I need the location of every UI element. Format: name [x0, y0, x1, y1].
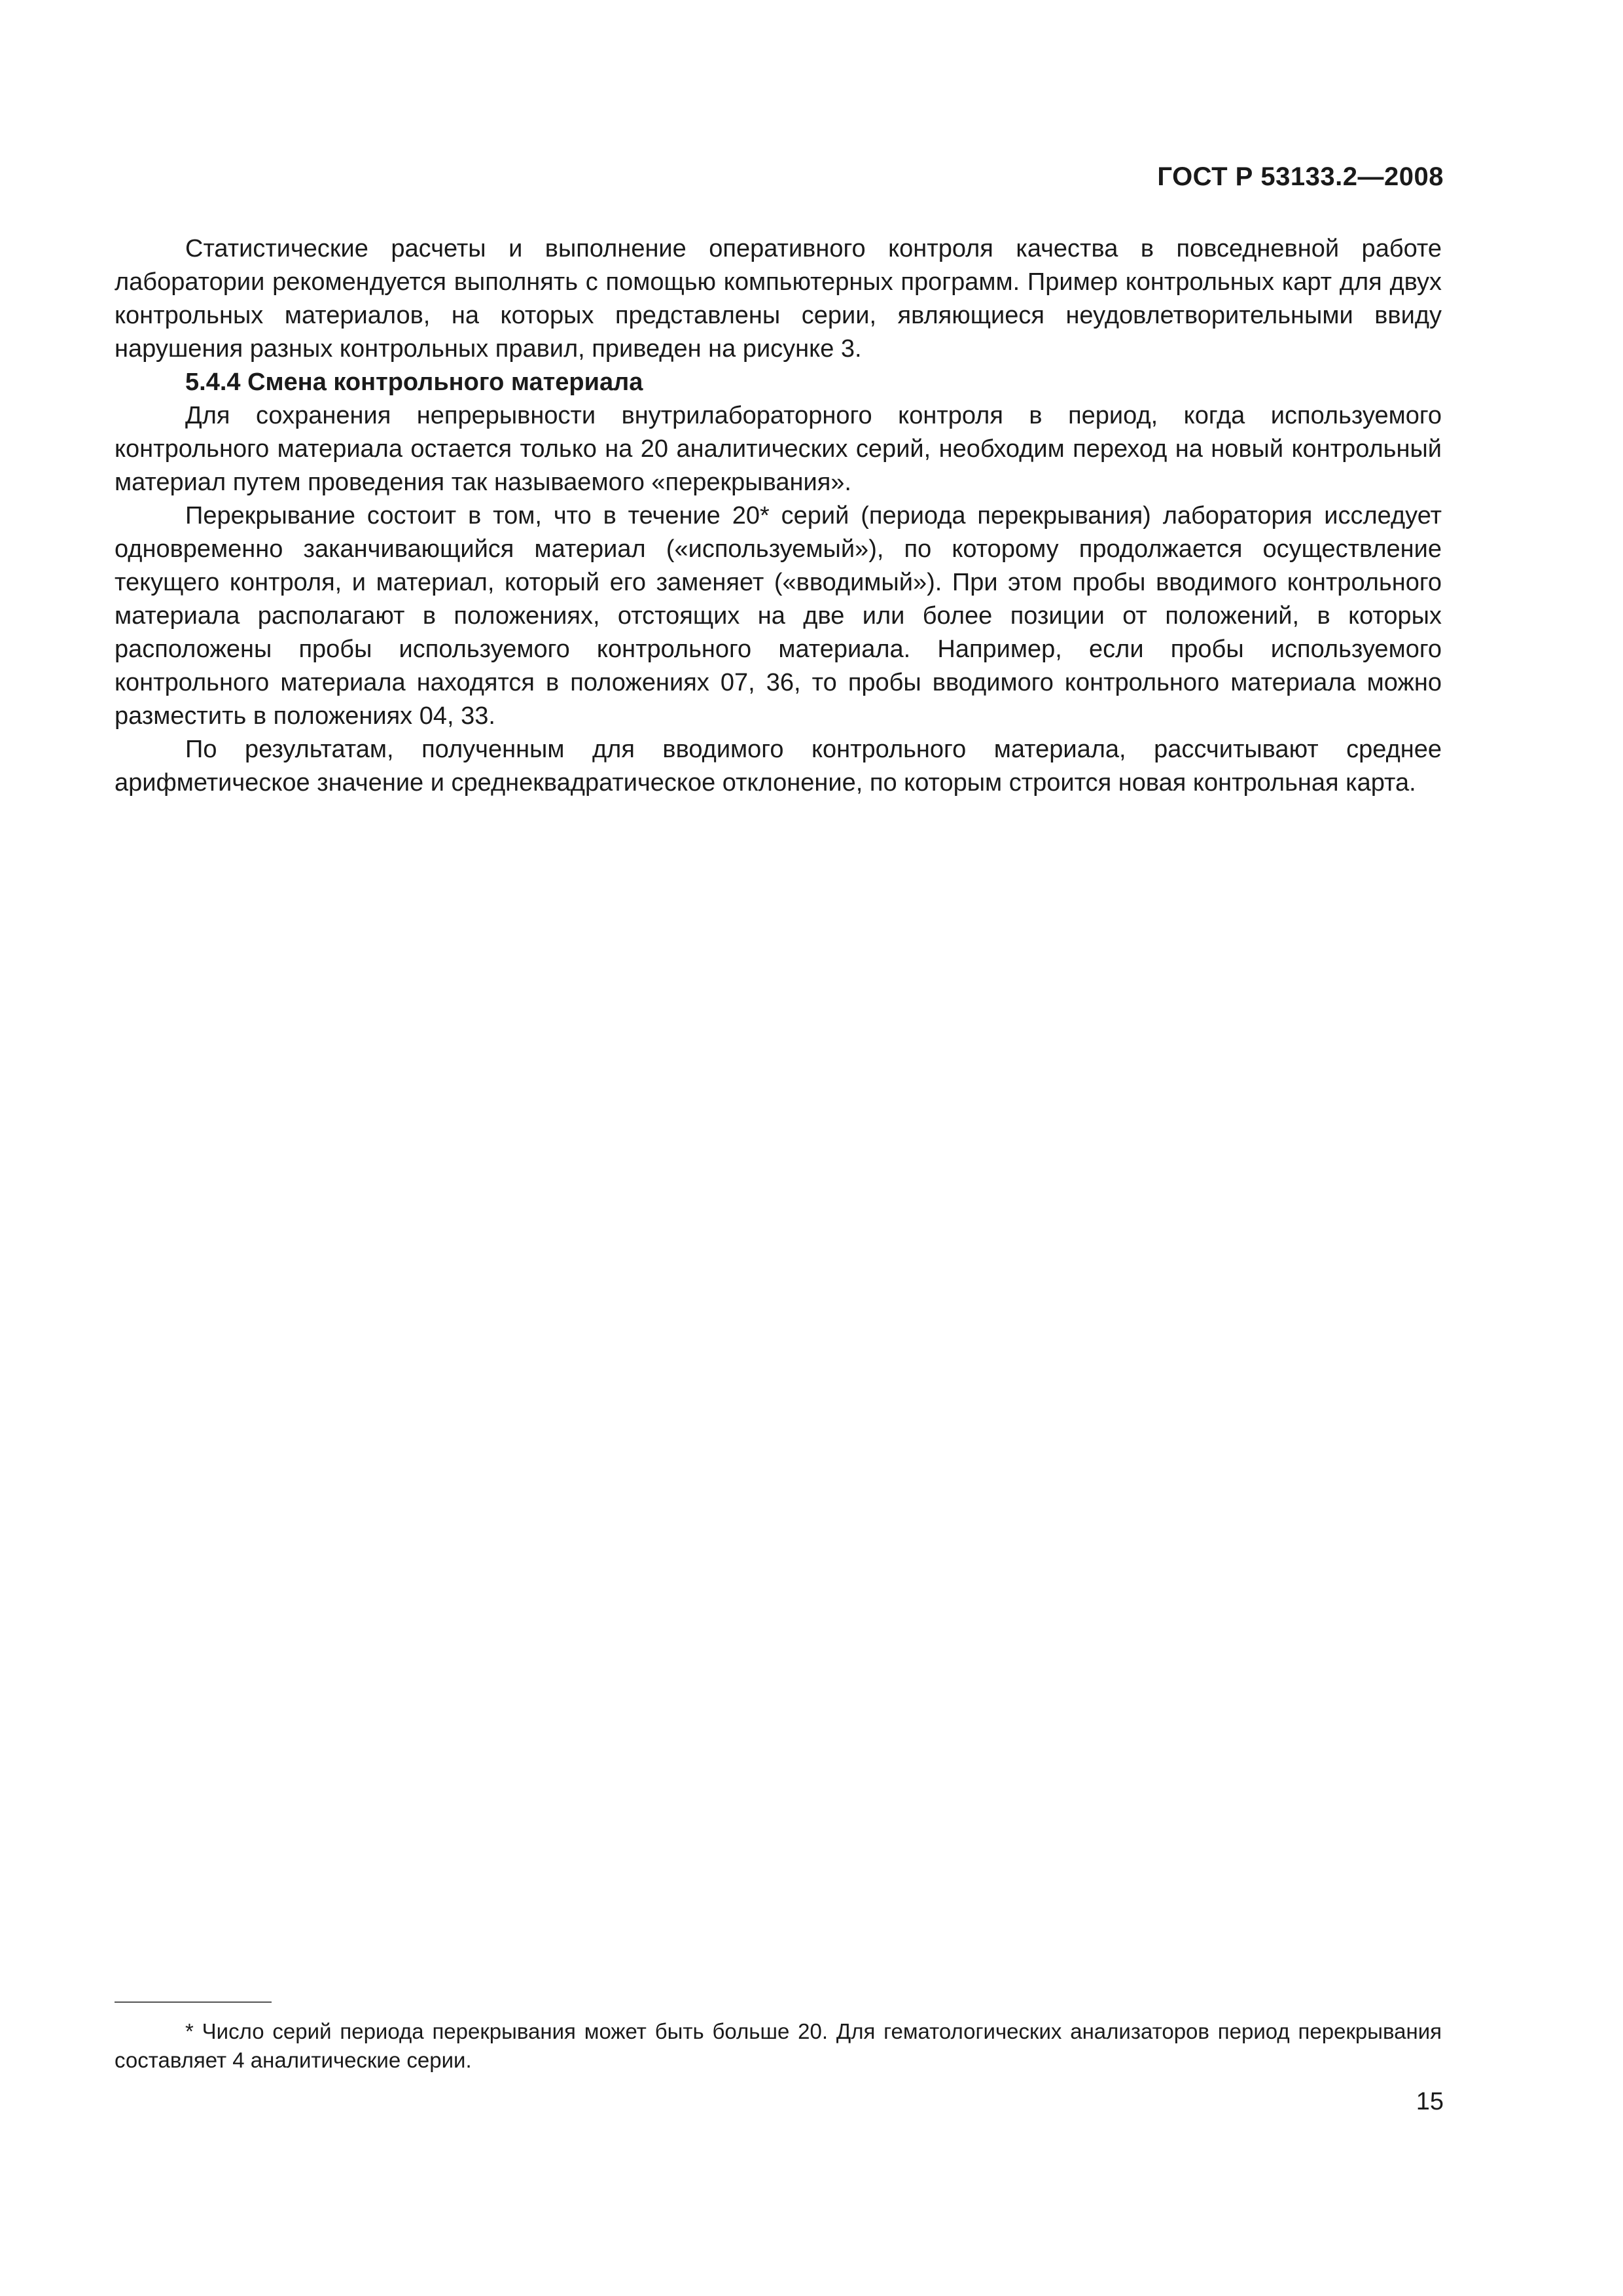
document-code-header: ГОСТ Р 53133.2—2008: [1157, 162, 1444, 191]
footnote: * Число серий периода перекрывания может быть больше 20. Для гематологических анализаторов период перекрывания составляет 4 аналитические серии.: [115, 2019, 1442, 2072]
paragraph-overlap: Перекрывание состоит в том, что в течение 20* серий (периода перекрывания) лаборатория исследует одновременно заканчивающийся материал («используемый»), по которому продолжается осуществление текущего контроля, и материал, который его заменяет («вводимый»). При этом пробы вводимого контрольного материала располагают в положениях, отстоящих на две или более позиции от положений, в которых расположены пробы используемого контрольного материала. Например, если пробы используемого контрольного материала находятся в положениях 07, 36, то пробы вводимого контрольного материала можно разместить в положениях 04, 33.: [115, 502, 1442, 730]
section-heading-5-4-4: 5.4.4 Смена контрольного материала: [185, 368, 643, 396]
paragraph-statistics: Статистические расчеты и выполнение оперативного контроля качества в повседневной работе лаборатории рекомендуется выполнять с помощью компьютерных программ. Пример контрольных карт для двух контрольных материалов, на которых представлены серии, являющиеся неудовлетворительными ввиду нарушения разных контрольных правил, приведен на рисунке 3.: [115, 235, 1442, 363]
footnote-divider: [115, 2001, 272, 2003]
paragraph-results: По результатам, полученным для вводимого контрольного материала, рассчитывают среднее арифметическое значение и среднеквадратическое отклонение, по которым строится новая контрольная карта.: [115, 736, 1442, 797]
paragraph-continuity: Для сохранения непрерывности внутрилабораторного контроля в период, когда используемого контрольного материала остается только на 20 аналитических серий, необходим переход на новый контрольный материал путем проведения так называемого «перекрывания».: [115, 402, 1442, 496]
page-number: 15: [1416, 2088, 1444, 2115]
main-text: [115, 232, 1442, 800]
